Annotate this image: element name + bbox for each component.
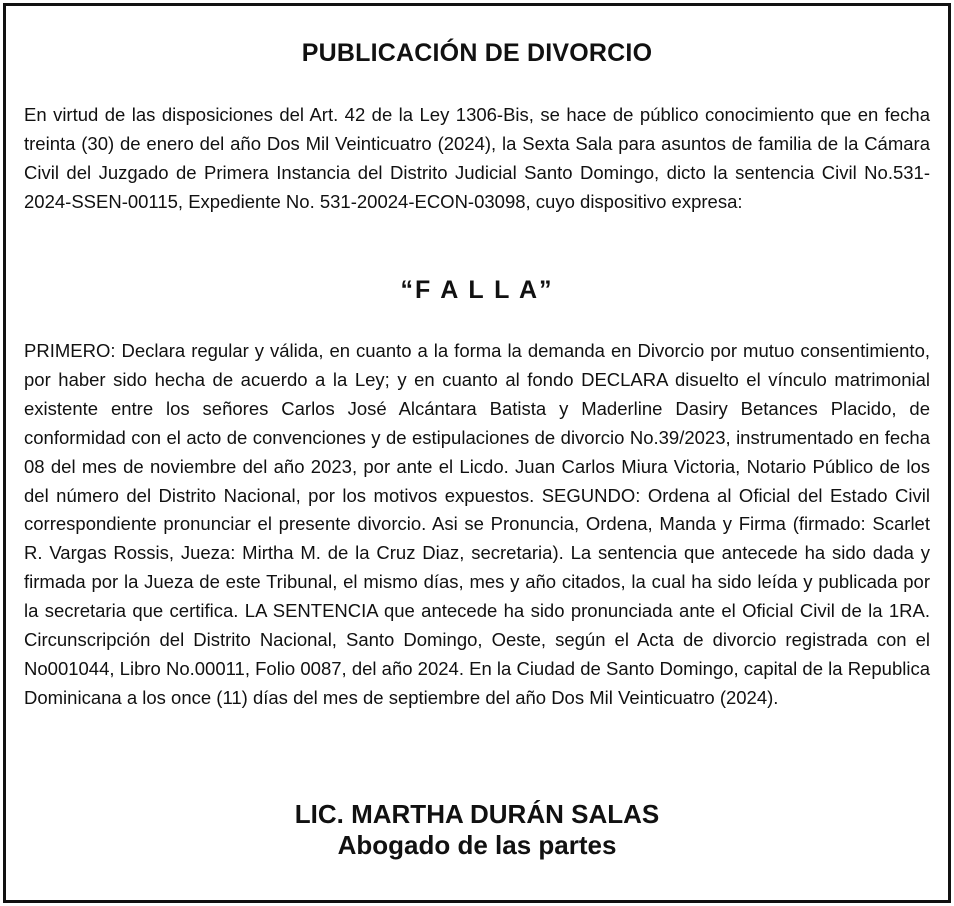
- signature-name: LIC. MARTHA DURÁN SALAS: [294, 799, 660, 829]
- intro-paragraph: En virtud de las disposiciones del Art. 42 de la Ley 1306-Bis, se hace de público conocimiento que en fecha treinta (30) de enero del año Dos Mil Veinticuatro (2024), la Sexta Sala para asuntos de familia de la Cámara Civil del Juzgado de Primera Instancia del Distrito Judicial Santo Domingo, dicto la sentencia Civil No.531-2024-SSEN-00115, Expediente No. 531-20024-ECON-03098, cuyo dispositivo expresa:: [24, 104, 930, 212]
- signature-role: Abogado de las partes: [337, 830, 617, 860]
- divorce-notice: [3, 3, 951, 903]
- signature-block: [24, 799, 930, 861]
- falla-heading: “F A L L A”: [400, 276, 554, 304]
- ruling-paragraph: PRIMERO: Declara regular y válida, en cuanto a la forma la demanda en Divorcio por mutuo consentimiento, por haber sido hecha de acuerdo a la Ley; y en cuanto al fondo DECLARA disuelto el vínculo matrimonial existente entre los señores Carlos José Alcántara Batista y Maderline Dasiry Betances Placido, de conformidad con el acto de convenciones y de estipulaciones de divorcio No.39/2023, instrumentado en fecha 08 del mes de noviembre del año 2023, por ante el Licdo. Juan Carlos Miura Victoria, Notario Público de los del número del Distrito Nacional, por los motivos expuestos. SEGUNDO: Ordena al Oficial del Estado Civil correspondiente pronunciar el presente divorcio. Asi se Pronuncia, Ordena, Manda y Firma (firmado: Scarlet R. Vargas Rossis, Jueza: Mirtha M. de la Cruz Diaz, secretaria). La sentencia que antecede ha sido dada y firmada por la Jueza de este Tribunal, el mismo días, mes y año citados, la cual ha sido leída y publicada por la secretaria que certifica. LA SENTENCIA que antecede ha sido pronunciada ante el Oficial Civil de la 1RA. Circunscripción del Distrito Nacional, Santo Domingo, Oeste, según el Acta de divorcio registrada con el No001044, Libro No.00011, Folio 0087, del año 2024. En la Ciudad de Santo Domingo, capital de la Republica Dominicana a los once (11) días del mes de septiembre del año Dos Mil Veinticuatro (2024).: [24, 340, 930, 708]
- notice-title: PUBLICACIÓN DE DIVORCIO: [301, 39, 653, 67]
- notice-content: [24, 6, 930, 900]
